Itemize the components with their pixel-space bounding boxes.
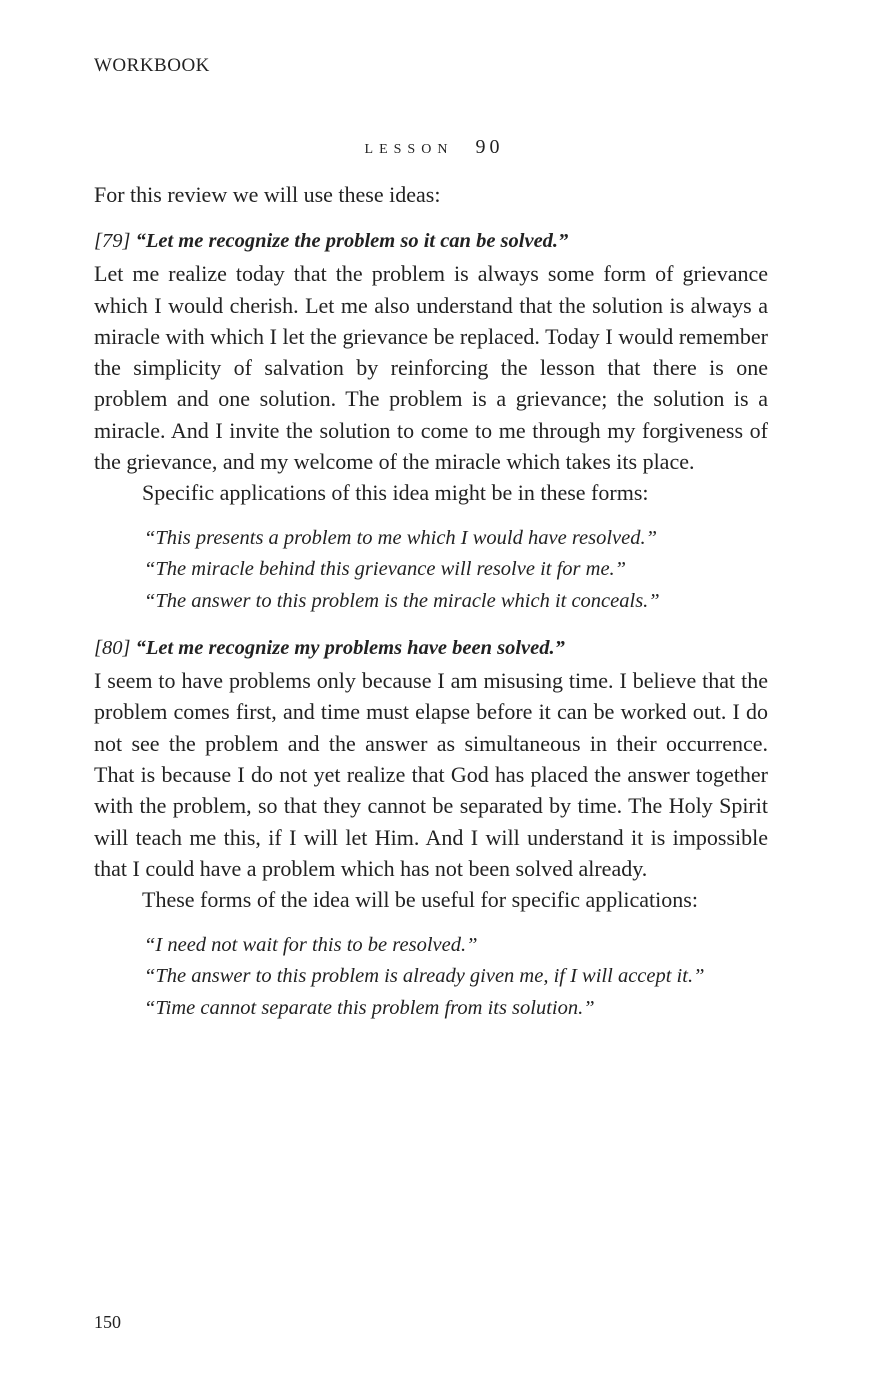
review-heading: [94, 631, 768, 665]
lesson-title: [94, 136, 774, 159]
lesson-label: lesson: [364, 136, 454, 158]
examples-list: [94, 523, 768, 618]
review-section-79: [94, 224, 768, 617]
running-head: WORKBOOK: [94, 55, 210, 76]
intro-text: For this review we will use these ideas:: [94, 182, 441, 207]
example-item: “I need not wait for this to be resolved.”: [144, 933, 478, 956]
applications-intro: These forms of the idea will be useful for specific applications:: [142, 887, 698, 913]
review-body: I seem to have problems only because I am misusing time. I believe that the problem comes first, and time must elapse before it can be worked out. I do not see the problem and the answer as simultaneous in their occurrence. That is because I do not yet realize that God has placed the answer together with the problem, so that they cannot be separated by time. The Holy Spirit will teach me this, if I will let Him. And I will understand it is impossible that I could have a problem which has not been solved already.: [94, 668, 768, 881]
review-heading: [94, 224, 768, 258]
review-section-80: [94, 631, 768, 1024]
example-item: “The answer to this problem is already given me, if I will accept it.”: [144, 965, 705, 988]
examples-list: [94, 930, 768, 1025]
applications-intro: Specific applications of this idea might be in these forms:: [142, 480, 649, 506]
example-item: “The answer to this problem is the miracle which it conceals.”: [144, 589, 660, 612]
review-ref: [79]: [94, 230, 131, 253]
lesson-number: 90: [475, 136, 504, 158]
review-body: Let me realize today that the problem is always some form of grievance which I would cherish. Let me also understand that the solution is always a miracle with which I let the grievance be replaced. Today I would remember the simplicity of salvation by reinforcing the lesson that there is one problem and one solution. The problem is a grievance; the solution is a miracle. And I invite the solution to come to me through my forgiveness of the grievance, and my welcome of the miracle which takes its place.: [94, 261, 768, 475]
example-item: “Time cannot separate this problem from its solution.”: [144, 996, 595, 1019]
review-title: “Let me recognize the problem so it can be solved.”: [135, 230, 569, 253]
page-number: 150: [94, 1312, 121, 1332]
lesson-content: [94, 179, 768, 1038]
review-ref: [80]: [94, 637, 131, 660]
example-item: “This presents a problem to me which I would have resolved.”: [144, 526, 658, 549]
example-item: “The miracle behind this grievance will resolve it for me.”: [144, 558, 627, 581]
review-title: “Let me recognize my problems have been solved.”: [135, 637, 565, 660]
